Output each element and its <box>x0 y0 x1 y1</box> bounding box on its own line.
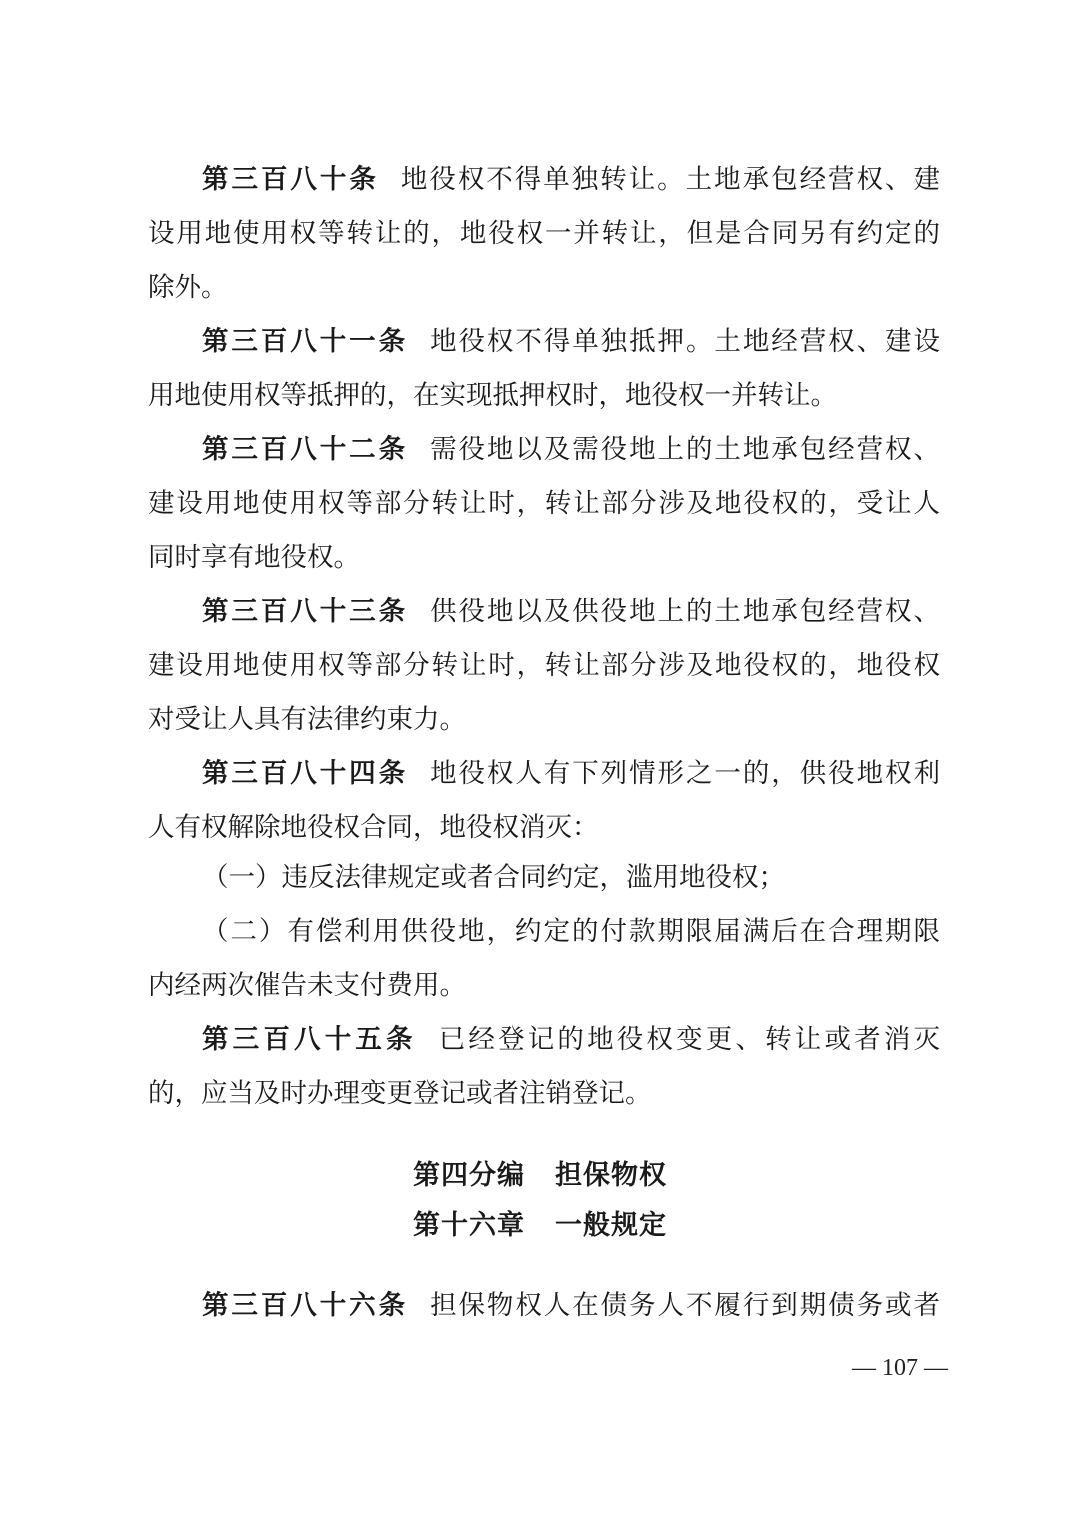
article-382-line-3: 同时享有地役权。 <box>148 542 360 573</box>
article-381-line-2: 用地使用权等抵押的，在实现抵押权时，地役权一并转让。 <box>148 380 837 411</box>
article-380-line-2: 设用地使用权等转让的，地役权一并转让，但是合同另有约定的 <box>148 218 940 249</box>
article-384-item-2-line-1: （二）有偿利用供役地，约定的付款期限届满后在合理期限 <box>202 916 940 947</box>
article-number: 第三百八十四条 <box>202 758 409 789</box>
article-386-line-1: 第三百八十六条 担保物权人在债务人不履行到期债务或者 <box>202 1290 940 1321</box>
chapter-heading: 第十六章 一般规定 <box>413 1210 667 1241</box>
article-380-line-1: 第三百八十条 地役权不得单独转让。土地承包经营权、建 <box>202 164 940 195</box>
article-380-line-3: 除外。 <box>148 272 228 303</box>
article-385-line-1: 第三百八十五条 已经登记的地役权变更、转让或者消灭 <box>202 1024 940 1055</box>
page-number: — 107 — <box>852 1355 948 1381</box>
article-384-item-1: （一）违反法律规定或者合同约定，滥用地役权； <box>202 862 785 893</box>
article-384-line-1: 第三百八十四条 地役权人有下列情形之一的，供役地权利 <box>202 758 940 789</box>
article-383-line-3: 对受让人具有法律约束力。 <box>148 704 466 735</box>
article-number: 第三百八十三条 <box>202 596 409 627</box>
article-382-line-1: 第三百八十二条 需役地以及需役地上的土地承包经营权、 <box>202 434 940 465</box>
article-384-item-2-line-2: 内经两次催告未支付费用。 <box>148 970 466 1001</box>
article-381-line-1: 第三百八十一条 地役权不得单独抵押。土地经营权、建设 <box>202 326 940 357</box>
article-number: 第三百八十二条 <box>202 434 409 465</box>
part-heading: 第四分编 担保物权 <box>413 1160 667 1191</box>
article-384-line-2: 人有权解除地役权合同，地役权消灭： <box>148 812 599 843</box>
article-number: 第三百八十五条 <box>202 1024 417 1055</box>
article-383-line-1: 第三百八十三条 供役地以及供役地上的土地承包经营权、 <box>202 596 940 627</box>
article-number: 第三百八十条 <box>202 164 379 195</box>
article-number: 第三百八十六条 <box>202 1290 409 1321</box>
article-382-line-2: 建设用地使用权等部分转让时，转让部分涉及地役权的，受让人 <box>148 488 940 519</box>
article-385-line-2: 的，应当及时办理变更登记或者注销登记。 <box>148 1078 652 1109</box>
article-number: 第三百八十一条 <box>202 326 409 357</box>
article-383-line-2: 建设用地使用权等部分转让时，转让部分涉及地役权的，地役权 <box>148 650 940 681</box>
